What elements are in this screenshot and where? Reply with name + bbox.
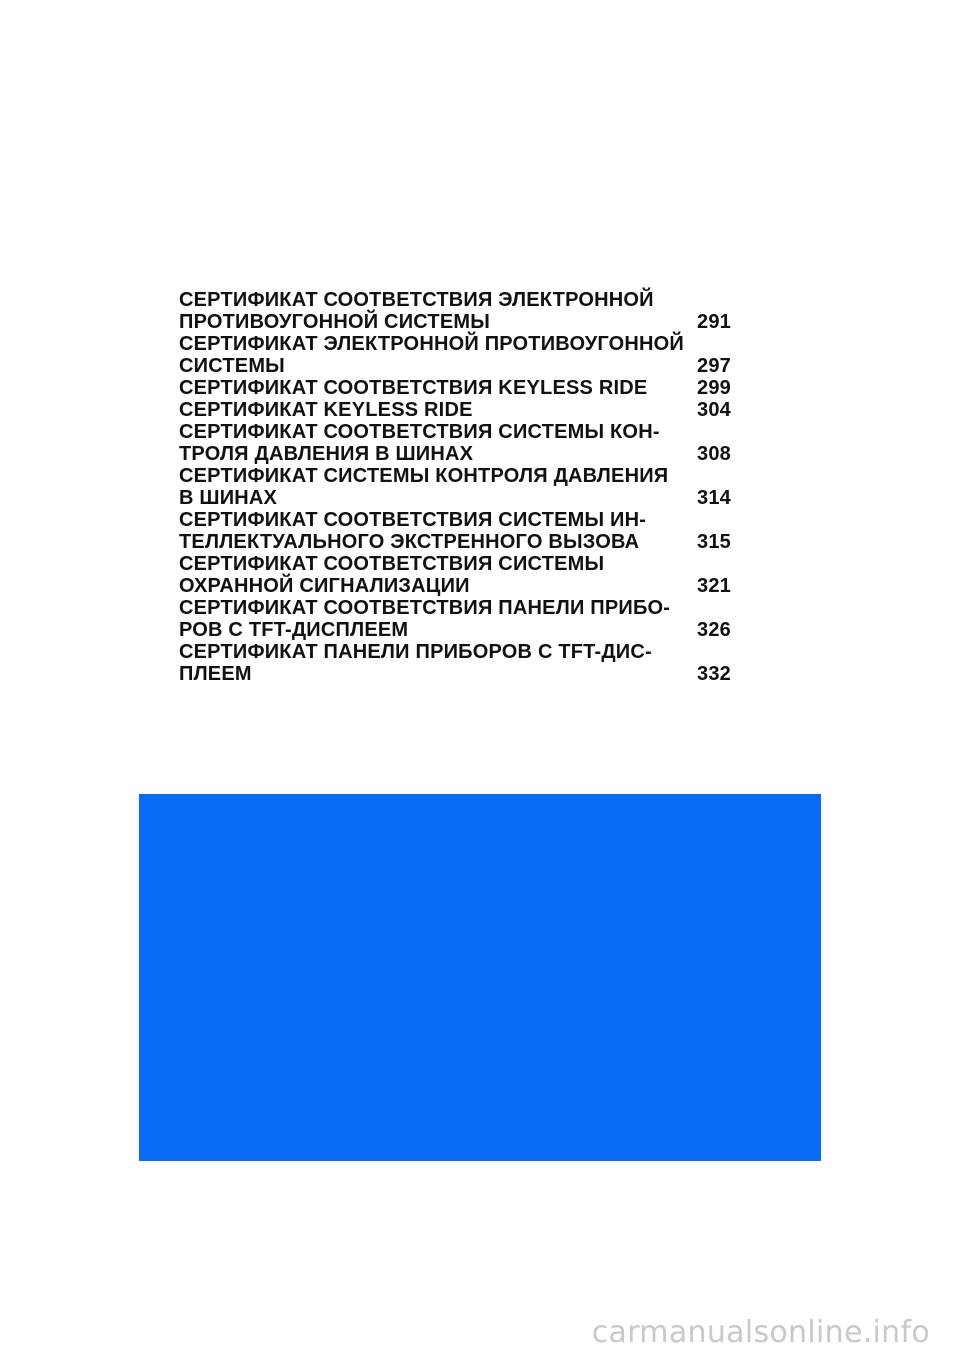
toc-entry[interactable] bbox=[179, 509, 731, 553]
toc-entry[interactable] bbox=[179, 333, 731, 377]
toc-entry-line bbox=[179, 355, 731, 377]
toc-entry[interactable] bbox=[179, 641, 731, 685]
toc-page-number: 299 bbox=[697, 377, 731, 399]
toc-entry-text: ТРОЛЯ ДАВЛЕНИЯ В ШИНАХ bbox=[179, 443, 474, 465]
toc-entry-line bbox=[179, 311, 731, 333]
toc-entry-line bbox=[179, 465, 731, 487]
toc-entry[interactable] bbox=[179, 421, 731, 465]
toc-page-number: 314 bbox=[697, 487, 731, 509]
toc-page-number: 321 bbox=[697, 575, 731, 597]
toc-entry-line bbox=[179, 333, 731, 355]
toc-entry-text: ПЛЕЕМ bbox=[179, 663, 252, 685]
toc-entry-text: РОВ С TFT-ДИСПЛЕЕМ bbox=[179, 619, 409, 641]
toc-entry-text: ПРОТИВОУГОННОЙ СИСТЕМЫ bbox=[179, 311, 491, 333]
toc-entry[interactable] bbox=[179, 553, 731, 597]
toc-entry-text: СЕРТИФИКАТ СООТВЕТСТВИЯ СИСТЕМЫ bbox=[179, 553, 605, 575]
toc-entry-text: СЕРТИФИКАТ СООТВЕТСТВИЯ ПАНЕЛИ ПРИБО- bbox=[179, 597, 671, 619]
toc-entry-line bbox=[179, 641, 731, 663]
table-of-contents bbox=[179, 289, 731, 685]
toc-entry-line bbox=[179, 575, 731, 597]
toc-entry-text: СЕРТИФИКАТ ЭЛЕКТРОННОЙ ПРОТИВОУГОННОЙ bbox=[179, 333, 684, 355]
toc-entry-text: СЕРТИФИКАТ ПАНЕЛИ ПРИБОРОВ С TFT-ДИС- bbox=[179, 641, 652, 663]
toc-entry-line bbox=[179, 443, 731, 465]
toc-entry-text: В ШИНАХ bbox=[179, 487, 278, 509]
toc-entry-text: СЕРТИФИКАТ СООТВЕТСТВИЯ СИСТЕМЫ КОН- bbox=[179, 421, 660, 443]
toc-entry-line bbox=[179, 399, 731, 421]
toc-entry-text: СЕРТИФИКАТ СООТВЕТСТВИЯ KEYLESS RIDE bbox=[179, 377, 648, 399]
toc-page-number: 304 bbox=[697, 399, 731, 421]
toc-page-number: 332 bbox=[697, 663, 731, 685]
toc-entry[interactable] bbox=[179, 465, 731, 509]
toc-page-number: 315 bbox=[697, 531, 731, 553]
toc-entry[interactable] bbox=[179, 399, 731, 421]
toc-entry-line bbox=[179, 487, 731, 509]
toc-entry-text: СЕРТИФИКАТ СИСТЕМЫ КОНТРОЛЯ ДАВЛЕНИЯ bbox=[179, 465, 669, 487]
toc-entry[interactable] bbox=[179, 377, 731, 399]
toc-entry-line bbox=[179, 421, 731, 443]
cover-color-block bbox=[139, 794, 821, 1161]
toc-page-number: 308 bbox=[697, 443, 731, 465]
toc-entry-line bbox=[179, 597, 731, 619]
toc-entry-text: СЕРТИФИКАТ СООТВЕТСТВИЯ СИСТЕМЫ ИН- bbox=[179, 509, 647, 531]
toc-page-number: 297 bbox=[697, 355, 731, 377]
toc-entry-line bbox=[179, 509, 731, 531]
toc-entry-line bbox=[179, 289, 731, 311]
toc-page-number: 291 bbox=[697, 311, 731, 333]
toc-page-number: 326 bbox=[697, 619, 731, 641]
toc-entry-line bbox=[179, 553, 731, 575]
watermark-text: carmanualsonline.info bbox=[591, 1315, 930, 1350]
toc-entry-line bbox=[179, 531, 731, 553]
toc-entry-line bbox=[179, 663, 731, 685]
toc-entry[interactable] bbox=[179, 597, 731, 641]
toc-entry-text: ТЕЛЛЕКТУАЛЬНОГО ЭКСТРЕННОГО ВЫЗОВА bbox=[179, 531, 640, 553]
toc-entry-text: СИСТЕМЫ bbox=[179, 355, 285, 377]
toc-entry-text: СЕРТИФИКАТ СООТВЕТСТВИЯ ЭЛЕКТРОННОЙ bbox=[179, 289, 654, 311]
toc-entry[interactable] bbox=[179, 289, 731, 333]
toc-entry-text: СЕРТИФИКАТ KEYLESS RIDE bbox=[179, 399, 473, 421]
toc-entry-text: ОХРАННОЙ СИГНАЛИЗАЦИИ bbox=[179, 575, 470, 597]
toc-entry-line bbox=[179, 377, 731, 399]
toc-entry-line bbox=[179, 619, 731, 641]
